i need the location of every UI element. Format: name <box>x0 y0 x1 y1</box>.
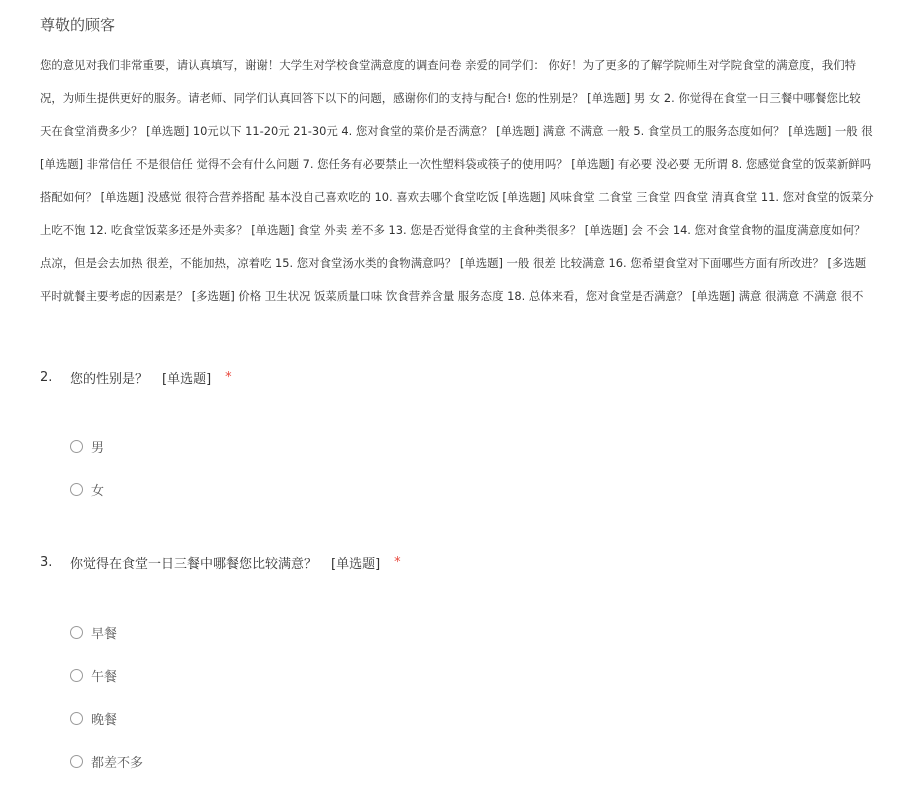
intro-line: 点凉，但是会去加热 很差，不能加热，凉着吃 15. 您对食堂汤水类的食物满意吗？ [单选题] 一般 很差 比较满意 16. 您希望食堂对下面哪些方面有所改进？ [多选题 <box>40 256 867 270</box>
radio-button-icon[interactable] <box>70 440 83 453</box>
option-male[interactable] <box>70 436 104 456</box>
required-marker: * <box>394 554 401 570</box>
required-marker: * <box>225 369 232 385</box>
option-label: 晚餐 <box>91 712 118 728</box>
option-label: 都差不多 <box>91 755 144 771</box>
intro-line: 平时就餐主要考虑的因素是？ [多选题] 价格 卫生状况 饭菜质量口味 饮食营养含量 服务态度 18. 总体来看，您对食堂是否满意？ [单选题] 满意 很满意 不满意 很不 <box>40 289 864 303</box>
survey-intro <box>40 53 900 317</box>
radio-button-icon[interactable] <box>70 669 83 682</box>
intro-line: 天在食堂消费多少？ [单选题] 10元以下 11-20元 21-30元 4. 您对食堂的菜价是否满意？ [单选题] 满意 不满意 一般 5. 食堂员工的服务态度如何？ [单选题] 一般 很 <box>40 124 873 138</box>
intro-line: 搭配如何？ [单选题] 没感觉 很符合营养搭配 基本没自己喜欢吃的 10. 喜欢去哪个食堂吃饭 [单选题] 风味食堂 二食堂 三食堂 四食堂 清真食堂 11. 您对食堂的饭菜分 <box>40 190 874 204</box>
question-type-label: [单选题] <box>331 556 381 572</box>
option-female[interactable] <box>70 479 104 499</box>
radio-button-icon[interactable] <box>70 712 83 725</box>
greeting-title: 尊敬的顾客 <box>40 16 116 34</box>
option-label: 午餐 <box>91 669 118 685</box>
question-number: 2. <box>40 369 53 385</box>
option-label: 早餐 <box>91 626 118 642</box>
radio-button-icon[interactable] <box>70 626 83 639</box>
option-about-the-same[interactable] <box>70 751 143 771</box>
radio-button-icon[interactable] <box>70 483 83 496</box>
question-text: 您的性别是？ <box>70 371 149 387</box>
intro-line: [单选题] 非常信任 不是很信任 觉得不会有什么问题 7. 您任务有必要禁止一次性塑料袋或筷子的使用吗？ [单选题] 有必要 没必要 无所谓 8. 您感觉食堂的饭菜新鲜吗 <box>40 157 872 171</box>
option-dinner[interactable] <box>70 708 117 728</box>
radio-button-icon[interactable] <box>70 755 83 768</box>
question-title <box>40 367 232 387</box>
intro-line: 上吃不饱 12. 吃食堂饭菜多还是外卖多？ [单选题] 食堂 外卖 差不多 13. 您是否觉得食堂的主食种类很多？ [单选题] 会 不会 14. 您对食堂食物的温度满意度如何？ <box>40 223 866 237</box>
question-title <box>40 552 401 572</box>
option-breakfast[interactable] <box>70 622 117 642</box>
question-number: 3. <box>40 554 53 570</box>
option-label: 男 <box>91 440 105 456</box>
intro-line: 您的意见对我们非常重要，请认真填写，谢谢！大学生对学校食堂满意度的调查问卷 亲爱的同学们： 你好！为了更多的了解学院师生对学院食堂的满意度，我们特 <box>40 58 856 72</box>
option-lunch[interactable] <box>70 665 117 685</box>
question-text: 你觉得在食堂一日三餐中哪餐您比较满意？ <box>70 556 318 572</box>
question-type-label: [单选题] <box>162 371 212 387</box>
option-label: 女 <box>91 483 105 499</box>
intro-line: 况，为师生提供更好的服务。请老师、同学们认真回答下以下的问题，感谢你们的支持与配合! 您的性别是？ [单选题] 男 女 2. 你觉得在食堂一日三餐中哪餐您比较 <box>40 91 861 105</box>
